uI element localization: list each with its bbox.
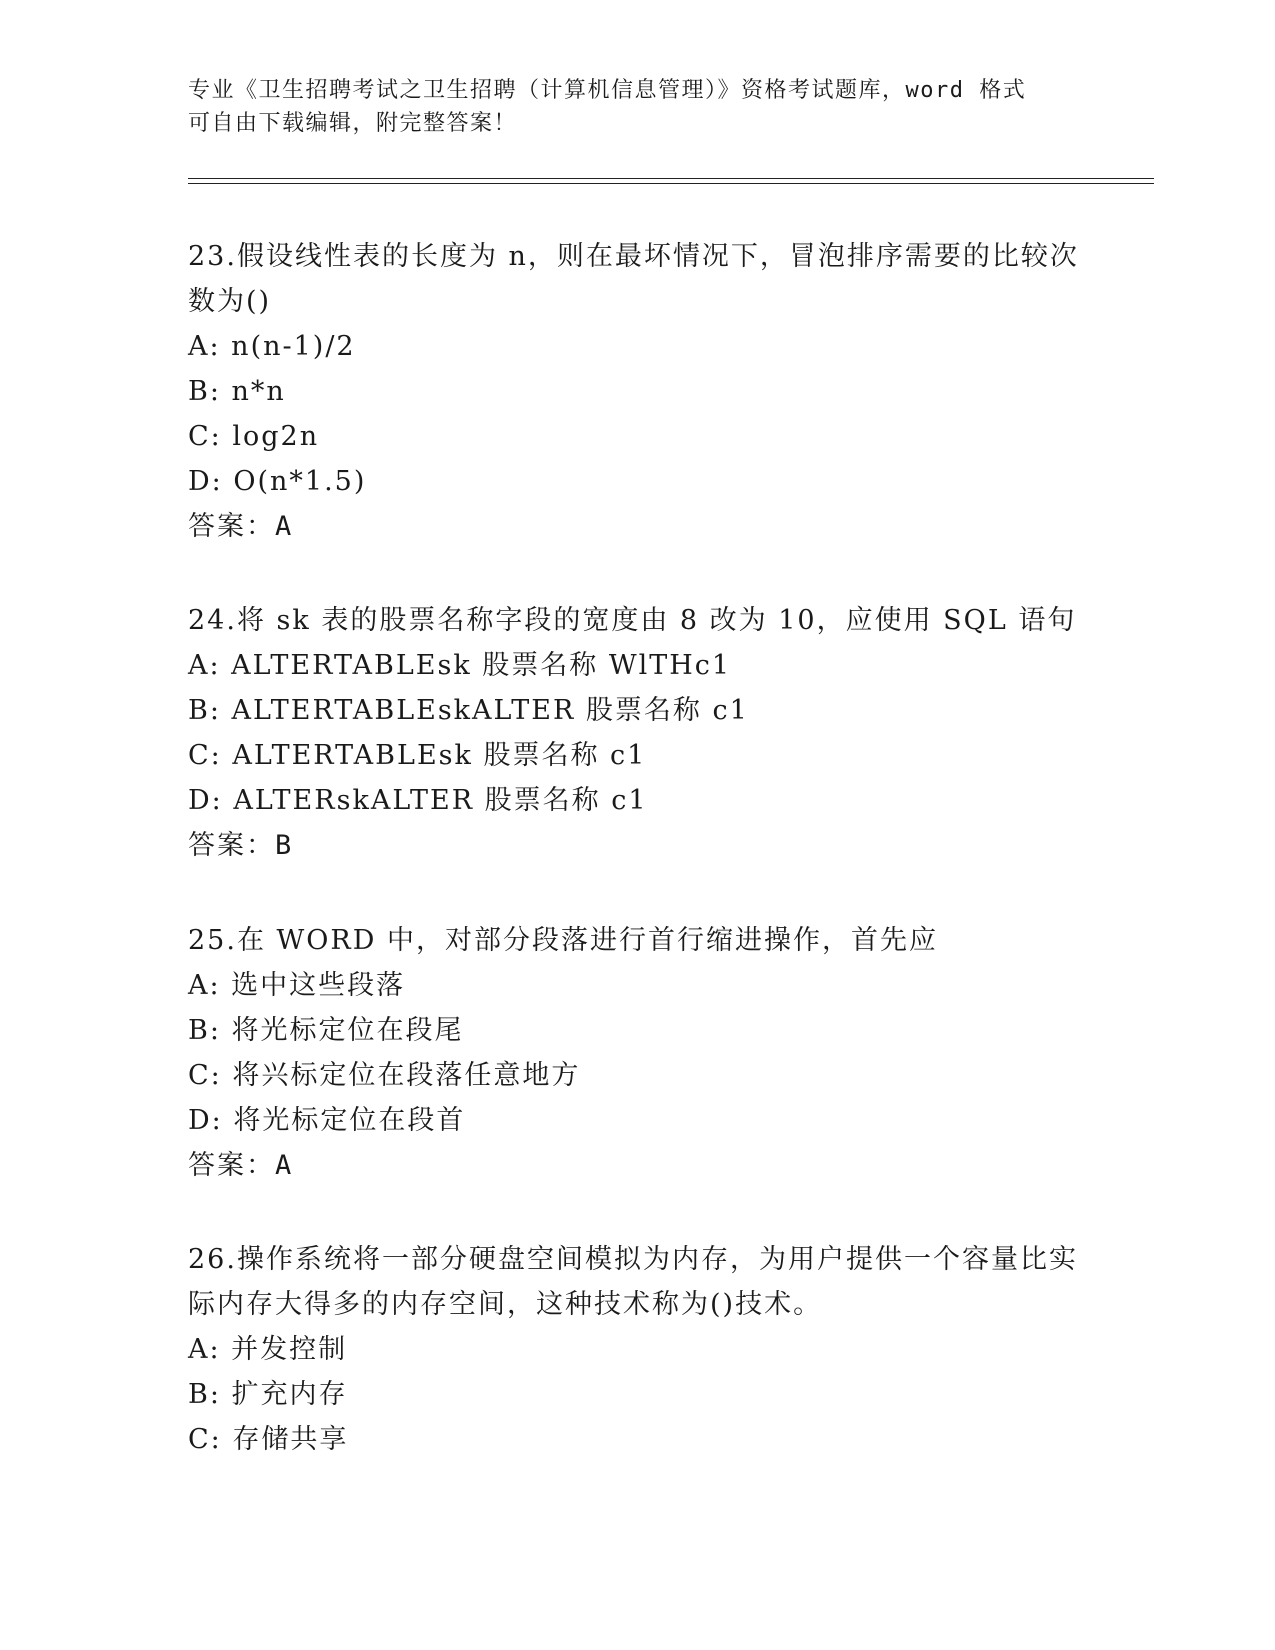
option-b: B: ALTERTABLEskALTER 股票名称 c1	[188, 695, 749, 726]
option-b: B: 将光标定位在段尾	[188, 1015, 464, 1046]
answer-line	[188, 504, 1088, 549]
option-c: C: 将兴标定位在段落任意地方	[188, 1060, 581, 1091]
answer-label: 答案：	[188, 1150, 275, 1181]
question-stem-line: 际内存大得多的内存空间，这种技术称为()技术。	[188, 1289, 823, 1320]
option-a: A: n(n-1)/2	[188, 331, 356, 362]
header-line-2: 可自由下载编辑，附完整答案！	[188, 111, 518, 136]
option-d: D: O(n*1.5)	[188, 466, 367, 497]
option-b: B: n*n	[188, 376, 286, 407]
question-stem-line: 25.在 WORD 中，对部分段落进行首行缩进操作，首先应	[188, 925, 938, 956]
answer-value: A	[275, 1150, 294, 1181]
header-line-1: 专业《卫生招聘考试之卫生招聘（计算机信息管理）》资格考试题库，word 格式	[188, 78, 1027, 103]
option-d: D: ALTERskALTER 股票名称 c1	[188, 785, 648, 816]
option-a: A: 并发控制	[188, 1334, 348, 1365]
answer-label: 答案：	[188, 830, 275, 861]
option-d: D: 将光标定位在段首	[188, 1105, 466, 1136]
header-divider-top	[188, 178, 1154, 179]
document-header	[188, 74, 1068, 140]
answer-label: 答案：	[188, 511, 275, 542]
option-a: A: 选中这些段落	[188, 970, 406, 1001]
question-stem-line: 26.操作系统将一部分硬盘空间模拟为内存，为用户提供一个容量比实	[188, 1244, 1078, 1275]
answer-value: B	[275, 830, 294, 861]
question-26	[188, 1237, 1088, 1462]
option-b: B: 扩充内存	[188, 1379, 348, 1410]
header-divider-bottom	[188, 183, 1154, 184]
question-stem-line: 23.假设线性表的长度为 n，则在最坏情况下，冒泡排序需要的比较次	[188, 241, 1079, 272]
question-25	[188, 918, 1088, 1188]
question-stem-line: 数为()	[188, 286, 272, 317]
question-24	[188, 598, 1088, 868]
answer-value: A	[275, 511, 294, 542]
answer-line	[188, 1143, 1088, 1188]
option-a: A: ALTERTABLEsk 股票名称 WlTHc1	[188, 650, 732, 681]
option-c: C: ALTERTABLEsk 股票名称 c1	[188, 740, 647, 771]
answer-line	[188, 823, 1088, 868]
option-c: C: log2n	[188, 421, 320, 452]
option-c: C: 存储共享	[188, 1424, 349, 1455]
question-stem-line: 24.将 sk 表的股票名称字段的宽度由 8 改为 10，应使用 SQL 语句	[188, 605, 1077, 636]
question-23	[188, 234, 1088, 549]
